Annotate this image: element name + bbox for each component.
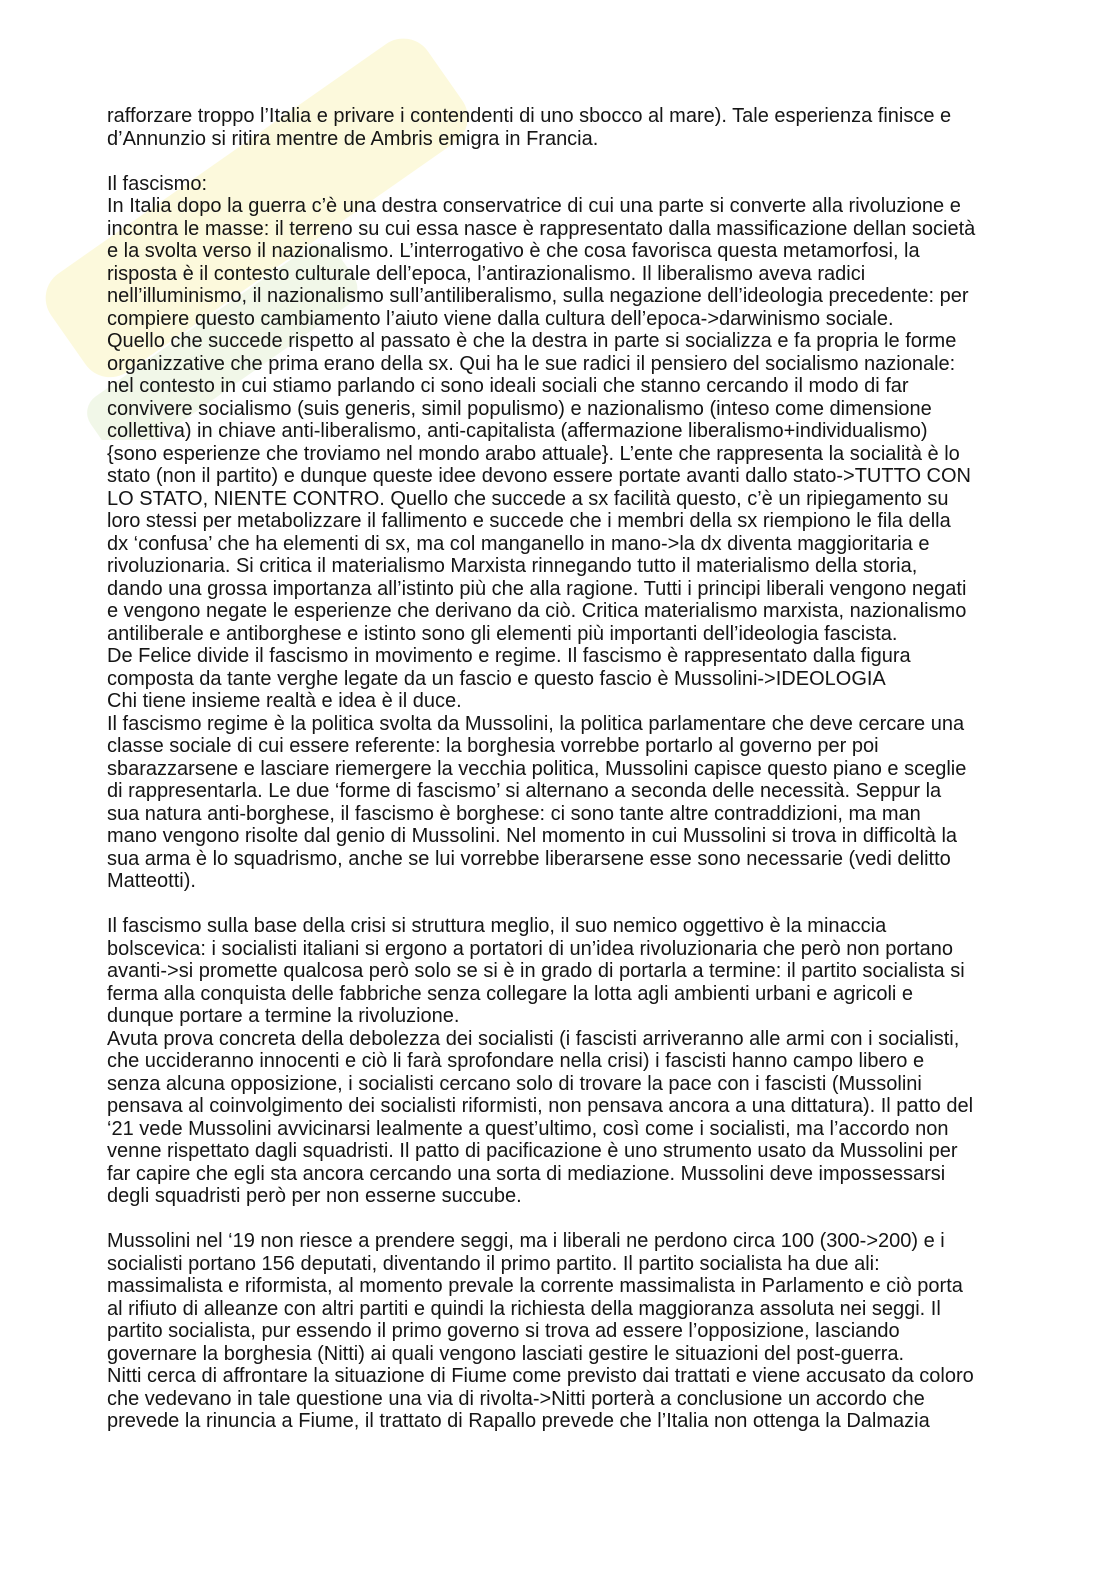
text-line: nell’illuminismo, il nazionalismo sull’antiliberalismo, sulla negazione dell’ideologia precedente: per xyxy=(107,285,969,307)
text-line: dando una grossa importanza all’istinto più che alla ragione. Tutti i principi liberali vengono negati xyxy=(107,577,967,600)
text-line: massimalista e riformista, al momento prevale la corrente massimalista in Parlamento e ciò porta xyxy=(107,1275,963,1297)
text-line: dunque portare a termine la rivoluzione. xyxy=(107,1005,460,1027)
text-line: senza alcuna opposizione, i socialisti cercano solo di trovare la pace con i fascisti (Mussolini xyxy=(107,1072,922,1095)
text-line: e la svolta verso il nazionalismo. L’interrogativo è che cosa favorisca questa metamorfosi, la xyxy=(107,240,920,262)
text-line: Mussolini nel ‘19 non riesce a prendere seggi, ma i liberali ne perdono circa 100 (300->200) e i xyxy=(107,1230,945,1252)
text-line: rivoluzionaria. Si critica il materialismo Marxista rinnegando tutto il materialismo della storia, xyxy=(107,555,918,577)
text-line: Matteotti). xyxy=(107,870,196,892)
text-line: avanti->si promette qualcosa però solo se si è in grado di portarla a termine: il partito socialista si xyxy=(107,960,965,982)
text-line: sbarazzarsene e lasciare riemergere la vecchia politica, Mussolini capisce questo piano e sceglie xyxy=(107,757,967,780)
text-line: e vengono negate le esperienze che derivano da ciò. Critica materialismo marxista, nazionalismo xyxy=(107,600,967,622)
text-line: loro stessi per metabolizzare il fallimento e succede che i membri della sx riempiono le fila della xyxy=(107,510,951,532)
paragraph xyxy=(107,915,975,1208)
text-line: composta da tante verghe legate da un fascio e questo fascio è Mussolini->IDEOLOGIA xyxy=(107,667,886,690)
text-line: nel contesto in cui stiamo parlando ci sono ideali sociali che stanno cercando il modo di far xyxy=(107,375,909,397)
text-line: {sono esperienze che troviamo nel mondo arabo attuale}. L’ente che rappresenta la socialità è lo xyxy=(107,442,960,465)
text-line: partito socialista, pur essendo il primo governo si trova ad essere l’opposizione, lasciando xyxy=(107,1320,900,1342)
text-line: Il fascismo regime è la politica svolta da Mussolini, la politica parlamentare che deve cercare una xyxy=(107,712,965,735)
text-line: far capire che egli sta ancora cercando una sorta di mediazione. Mussolini deve impossessarsi xyxy=(107,1162,946,1185)
text-line: collettiva) in chiave anti-liberalismo, anti-capitalista (affermazione liberalismo+individualismo) xyxy=(107,420,928,442)
text-line: antiliberale e antiborghese e istinto sono gli elementi più importanti dell’ideologia fascista. xyxy=(107,622,898,645)
paragraph xyxy=(107,1230,975,1433)
text-line: al rifiuto di alleanze con altri partiti e quindi la richiesta della maggioranza assoluta nei seggi. Il xyxy=(107,1297,941,1320)
text-line: ‘21 vede Mussolini avvicinarsi lealmente a quest’ultimo, così come i socialisti, ma l’accordo non xyxy=(107,1117,949,1140)
text-line: Nitti cerca di affrontare la situazione di Fiume come previsto dai trattati e viene accusato da coloro xyxy=(107,1365,974,1387)
text-line: LO STATO, NIENTE CONTRO. Quello che succede a sx facilità questo, c’è un ripiegamento su xyxy=(107,487,949,510)
section-heading: Il fascismo: xyxy=(107,172,208,195)
text-line: d’Annunzio si ritira mentre de Ambris emigra in Francia. xyxy=(107,127,599,150)
text-line: De Felice divide il fascismo in movimento e regime. Il fascismo è rappresentato dalla figura xyxy=(107,645,911,667)
paragraph xyxy=(107,195,975,893)
text-line: che vedevano in tale questione una via di rivolta->Nitti porterà a conclusione un accordo che xyxy=(107,1387,925,1410)
text-line: ferma alla conquista delle fabbriche senza collegare la lotta agli ambienti urbani e agricoli e xyxy=(107,982,914,1005)
text-line: socialisti portano 156 deputati, diventando il primo partito. Il partito socialista ha due ali: xyxy=(107,1252,880,1275)
text-line: organizzative che prima erano della sx. Qui ha le sue radici il pensiero del socialismo nazionale: xyxy=(107,352,956,375)
text-line: In Italia dopo la guerra c’è una destra conservatrice di cui una parte si converte alla rivoluzione e xyxy=(107,195,961,217)
text-line: Avuta prova concreta della debolezza dei socialisti (i fascisti arriveranno alle armi con i socialisti, xyxy=(107,1027,960,1050)
text-line: di rappresentarla. Le due ‘forme di fascismo’ si alternano a seconda delle necessità. Seppur la xyxy=(107,780,942,802)
text-line: Quello che succede rispetto al passato è che la destra in parte si socializza e fa propria le forme xyxy=(107,330,957,352)
text-line: sua natura anti-borghese, il fascismo è borghese: ci sono tante altre contraddizioni, ma man xyxy=(107,802,921,825)
document-page xyxy=(107,105,975,1433)
text-line: bolscevica: i socialisti italiani si ergono a portatori di un’idea rivoluzionaria che però non portano xyxy=(107,937,954,960)
text-line: risposta è il contesto culturale dell’epoca, l’antirazionalismo. Il liberalismo aveva radici xyxy=(107,262,866,285)
text-line: governare la borghesia (Nitti) ai quali vengono lasciati gestire le situazioni del post-guerra. xyxy=(107,1342,905,1365)
text-line: dx ‘confusa’ che ha elementi di sx, ma col manganello in mano->la dx diventa maggioritaria e xyxy=(107,532,930,555)
text-line: incontra le masse: il terreno su cui essa nasce è rappresentato dalla massificazione dellan società xyxy=(107,217,976,240)
text-line: classe sociale di cui essere referente: la borghesia vorrebbe portarlo al governo per poi xyxy=(107,735,879,757)
text-line: prevede la rinuncia a Fiume, il trattato di Rapallo prevede che l’Italia non ottenga la Dalmazia xyxy=(107,1410,930,1432)
text-line: che uccideranno innocenti e ciò li farà sprofondare nella crisi) i fascisti hanno campo libero e xyxy=(107,1050,925,1072)
text-line: degli squadristi però per non esserne succube. xyxy=(107,1185,522,1207)
text-line: Chi tiene insieme realtà e idea è il duce. xyxy=(107,690,462,712)
text-line: sua arma è lo squadrismo, anche se lui vorrebbe liberarsene esse sono necessarie (vedi delitto xyxy=(107,847,951,870)
text-line: mano vengono risolte dal genio di Mussolini. Nel momento in cui Mussolini si trova in difficoltà la xyxy=(107,825,958,847)
intro-paragraph xyxy=(107,105,975,150)
text-line: venne rispettato dagli squadristi. Il patto di pacificazione è uno strumento usato da Mussolini per xyxy=(107,1140,958,1162)
text-line: stato (non il partito) e dunque queste idee devono essere portate avanti dallo stato->TUTTO CON xyxy=(107,465,972,487)
text-line: rafforzare troppo l’Italia e privare i contendenti di uno sbocco al mare). Tale esperienza finisce e xyxy=(107,105,952,127)
text-line: Il fascismo sulla base della crisi si struttura meglio, il suo nemico oggettivo è la minaccia xyxy=(107,915,887,937)
text-line: pensava al coinvolgimento dei socialisti riformisti, non pensava ancora a una dittatura). Il patto del xyxy=(107,1095,974,1117)
text-line: convivere socialismo (suis generis, simil populismo) e nazionalismo (inteso come dimensione xyxy=(107,397,932,420)
text-line: compiere questo cambiamento l’aiuto viene dalla cultura dell’epoca->darwinismo sociale. xyxy=(107,307,894,330)
